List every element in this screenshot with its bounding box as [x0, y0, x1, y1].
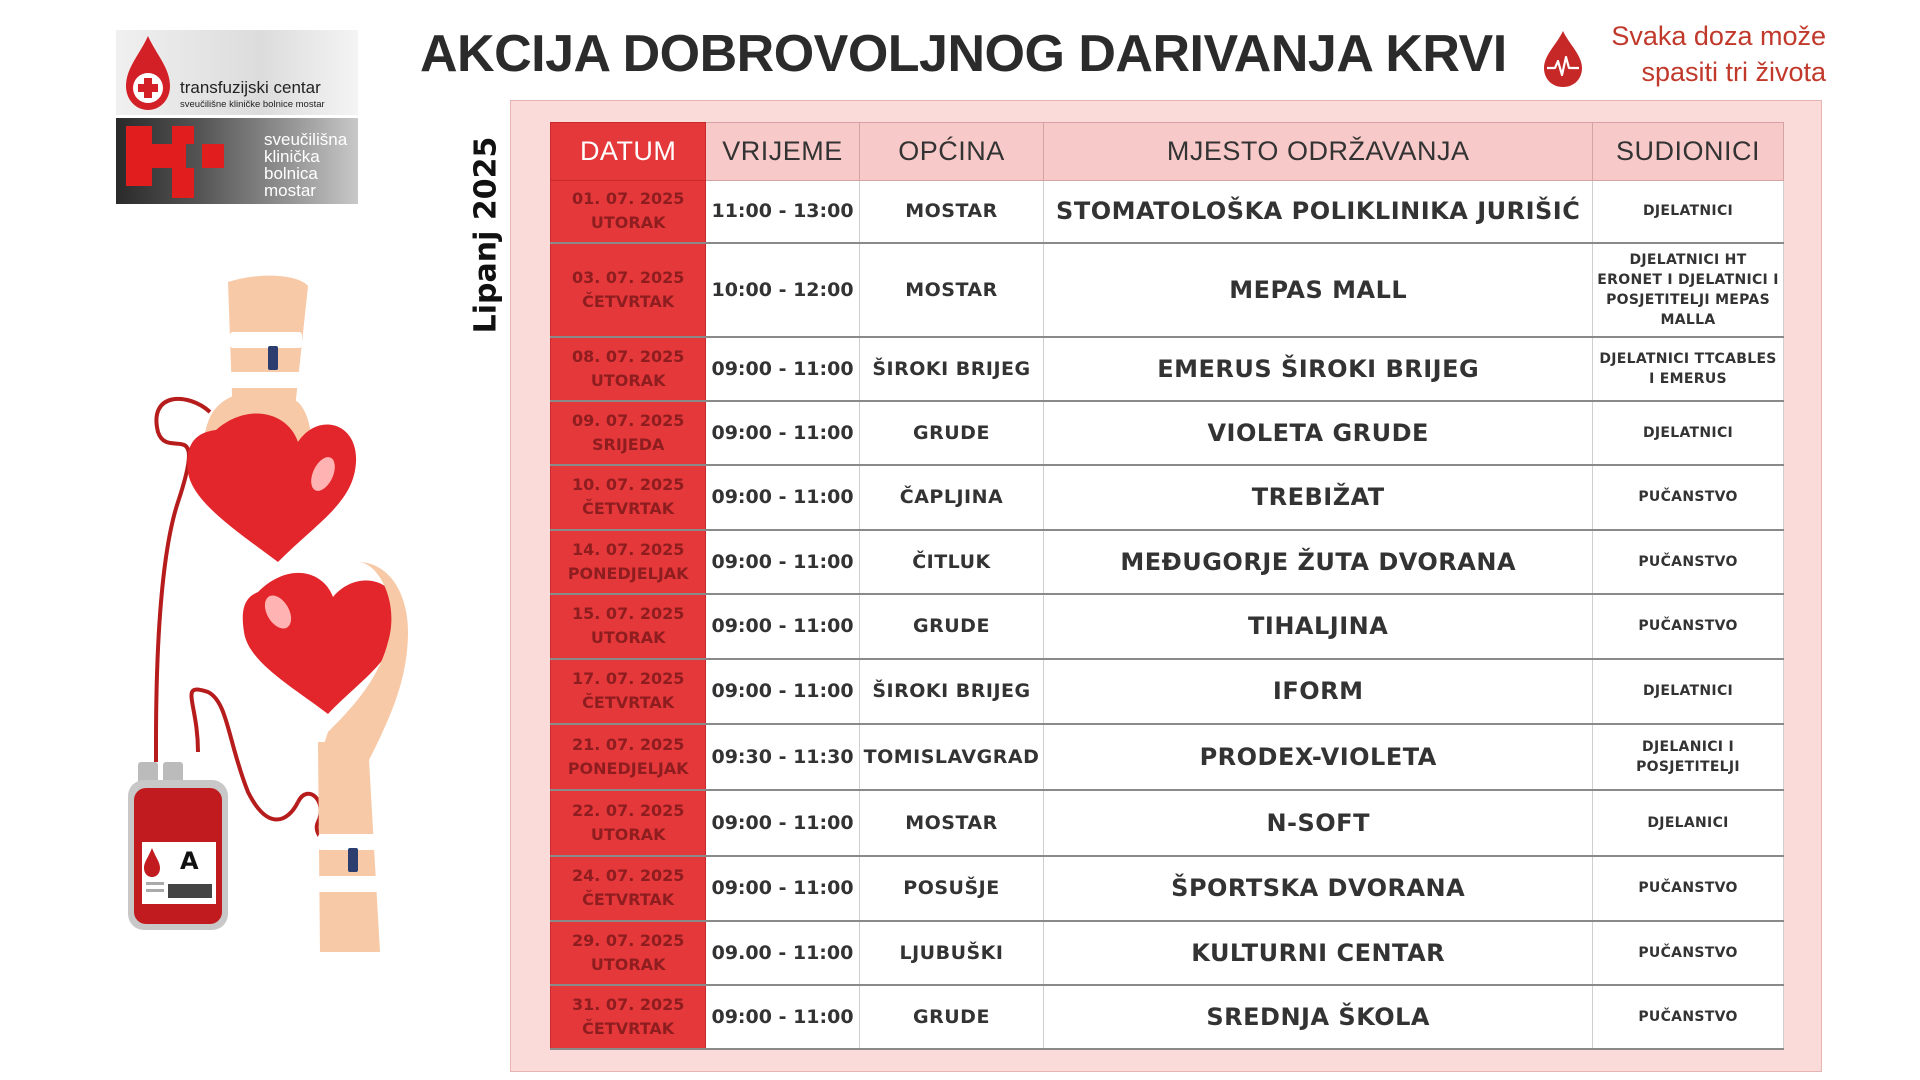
municipality-cell: ČAPLJINA [859, 465, 1044, 530]
location-cell: STOMATOLOŠKA POLIKLINIKA JURIŠIĆ [1044, 181, 1593, 243]
time-cell: 09:00 - 11:00 [706, 337, 859, 401]
day-value: UTORAK [590, 954, 666, 974]
time-cell: 10:00 - 12:00 [706, 243, 859, 337]
schedule-table [550, 122, 1784, 1050]
date-cell [551, 401, 706, 465]
participants-cell: DJELATNICI [1593, 659, 1784, 724]
date-value: 08. 07. 2025 [572, 346, 685, 366]
date-value: 15. 07. 2025 [572, 604, 685, 623]
table-row [551, 724, 1784, 790]
date-cell [551, 181, 706, 243]
participants-cell: DJELATNICI [1593, 181, 1784, 243]
day-value: UTORAK [590, 213, 666, 233]
location-cell: MEĐUGORJE ŽUTA DVORANA [1044, 530, 1593, 594]
time-cell: 09.00 - 11:00 [706, 921, 859, 985]
participants-cell: DJELANICI I POSJETITELJI [1593, 724, 1784, 790]
participants-cell: PUČANSTVO [1593, 530, 1784, 594]
day-value: ČETVRTAK [582, 1018, 675, 1038]
participants-cell: PUČANSTVO [1593, 921, 1784, 985]
date-cell [551, 790, 706, 856]
day-value: ČETVRTAK [582, 291, 675, 311]
header-location: MJESTO ODRŽAVANJA [1044, 123, 1593, 181]
time-cell: 09:00 - 11:00 [706, 856, 859, 921]
location-cell: TIHALJINA [1044, 594, 1593, 659]
time-cell: 09:00 - 11:00 [706, 401, 859, 465]
date-value: 29. 07. 2025 [572, 930, 685, 950]
university-hospital-logo [116, 118, 358, 204]
location-cell: SREDNJA ŠKOLA [1044, 985, 1593, 1049]
page-title: AKCIJA DOBROVOLJNOG DARIVANJA KRVI [420, 25, 1507, 83]
location-cell: PRODEX-VIOLETA [1044, 724, 1593, 790]
municipality-cell: LJUBUŠKI [859, 921, 1044, 985]
time-cell: 09:00 - 11:00 [706, 530, 859, 594]
day-value: UTORAK [590, 628, 666, 647]
date-value: 14. 07. 2025 [572, 539, 685, 559]
table-row [551, 921, 1784, 985]
location-cell: N-SOFT [1044, 790, 1593, 856]
day-value: PONEDJELJAK [567, 758, 689, 778]
logo-text-center: transfuzijski centar [180, 78, 321, 97]
date-value: 03. 07. 2025 [572, 267, 685, 287]
table-row [551, 465, 1784, 530]
hospital-logo [116, 30, 358, 204]
municipality-cell: GRUDE [859, 594, 1044, 659]
time-cell: 09:00 - 11:00 [706, 790, 859, 856]
date-value: 01. 07. 2025 [572, 189, 685, 209]
table-row [551, 856, 1784, 921]
blood-donation-illustration [118, 262, 458, 962]
date-cell [551, 985, 706, 1049]
location-cell: TREBIŽAT [1044, 465, 1593, 530]
day-value: PONEDJELJAK [567, 563, 689, 583]
participants-cell: PUČANSTVO [1593, 985, 1784, 1049]
participants-cell: PUČANSTVO [1593, 594, 1784, 659]
date-value: 24. 07. 2025 [572, 866, 685, 885]
date-cell [551, 465, 706, 530]
blood-drop-heartbeat-icon [1541, 30, 1585, 88]
logo-text-klinicka: klinička [264, 147, 320, 166]
hospital-cross-icon [116, 118, 246, 204]
participants-cell: DJELATNICI [1593, 401, 1784, 465]
table-row [551, 594, 1784, 659]
date-cell [551, 337, 706, 401]
municipality-cell: ČITLUK [859, 530, 1044, 594]
time-cell: 11:00 - 13:00 [706, 181, 859, 243]
participants-cell: PUČANSTVO [1593, 465, 1784, 530]
date-value: 10. 07. 2025 [572, 475, 685, 494]
date-cell [551, 243, 706, 337]
date-value: 22. 07. 2025 [572, 800, 685, 820]
location-cell: VIOLETA GRUDE [1044, 401, 1593, 465]
day-value: ČETVRTAK [582, 499, 675, 518]
municipality-cell: GRUDE [859, 401, 1044, 465]
logo-text-hospital: sveučilišne kliničke bolnice mostar [180, 99, 325, 110]
participants-cell: DJELANICI [1593, 790, 1784, 856]
date-value: 21. 07. 2025 [572, 734, 685, 754]
day-value: SRIJEDA [592, 434, 665, 454]
month-label [466, 136, 506, 334]
table-row [551, 790, 1784, 856]
location-cell: MEPAS MALL [1044, 243, 1593, 337]
participants-cell: DJELATNICI TTCABLES I EMERUS [1593, 337, 1784, 401]
date-cell [551, 856, 706, 921]
month-label-text: Lipanj 2025 [468, 136, 504, 334]
municipality-cell: POSUŠJE [859, 856, 1044, 921]
municipality-cell: ŠIROKI BRIJEG [859, 337, 1044, 401]
municipality-cell: TOMISLAVGRAD [859, 724, 1044, 790]
table-row [551, 181, 1784, 243]
table-row [551, 243, 1784, 337]
location-cell: IFORM [1044, 659, 1593, 724]
logo-text-sveucilisna: sveučilišna [264, 130, 348, 149]
date-cell [551, 530, 706, 594]
location-cell: ŠPORTSKA DVORANA [1044, 856, 1593, 921]
day-value: ČETVRTAK [582, 890, 675, 909]
date-cell [551, 594, 706, 659]
day-value: UTORAK [590, 370, 666, 390]
blood-drop-logo-icon [122, 34, 174, 112]
table-header-row [551, 123, 1784, 181]
municipality-cell: MOSTAR [859, 181, 1044, 243]
participants-cell: DJELATNICI HT ERONET I DJELATNICI I POSJETITELJI MEPAS MALLA [1593, 243, 1784, 337]
date-value: 17. 07. 2025 [572, 669, 685, 688]
time-cell: 09:00 - 11:00 [706, 659, 859, 724]
slogan [1586, 18, 1826, 90]
table-row [551, 530, 1784, 594]
date-cell [551, 724, 706, 790]
date-cell [551, 921, 706, 985]
municipality-cell: MOSTAR [859, 790, 1044, 856]
day-value: ČETVRTAK [582, 693, 675, 712]
date-value: 31. 07. 2025 [572, 994, 685, 1014]
blood-type-label: A [180, 847, 199, 875]
location-cell: EMERUS ŠIROKI BRIJEG [1044, 337, 1593, 401]
table-row [551, 985, 1784, 1049]
header-participants: SUDIONICI [1593, 123, 1784, 181]
table-row [551, 337, 1784, 401]
participants-cell: PUČANSTVO [1593, 856, 1784, 921]
municipality-cell: ŠIROKI BRIJEG [859, 659, 1044, 724]
header-date: DATUM [551, 123, 706, 181]
time-cell: 09:00 - 11:00 [706, 465, 859, 530]
time-cell: 09:30 - 11:30 [706, 724, 859, 790]
transfusion-center-logo [116, 30, 358, 115]
date-cell [551, 659, 706, 724]
municipality-cell: GRUDE [859, 985, 1044, 1049]
logo-text-mostar: mostar [264, 181, 316, 200]
slogan-line-2: spasiti tri života [1641, 57, 1826, 87]
table-row [551, 659, 1784, 724]
day-value: UTORAK [590, 824, 666, 844]
logo-text-bolnica: bolnica [264, 164, 318, 183]
header-municipality: OPĆINA [859, 123, 1044, 181]
location-cell: KULTURNI CENTAR [1044, 921, 1593, 985]
municipality-cell: MOSTAR [859, 243, 1044, 337]
date-value: 09. 07. 2025 [572, 410, 685, 430]
table-row [551, 401, 1784, 465]
slogan-line-1: Svaka doza može [1611, 21, 1826, 51]
time-cell: 09:00 - 11:00 [706, 985, 859, 1049]
time-cell: 09:00 - 11:00 [706, 594, 859, 659]
header-time: VRIJEME [706, 123, 859, 181]
